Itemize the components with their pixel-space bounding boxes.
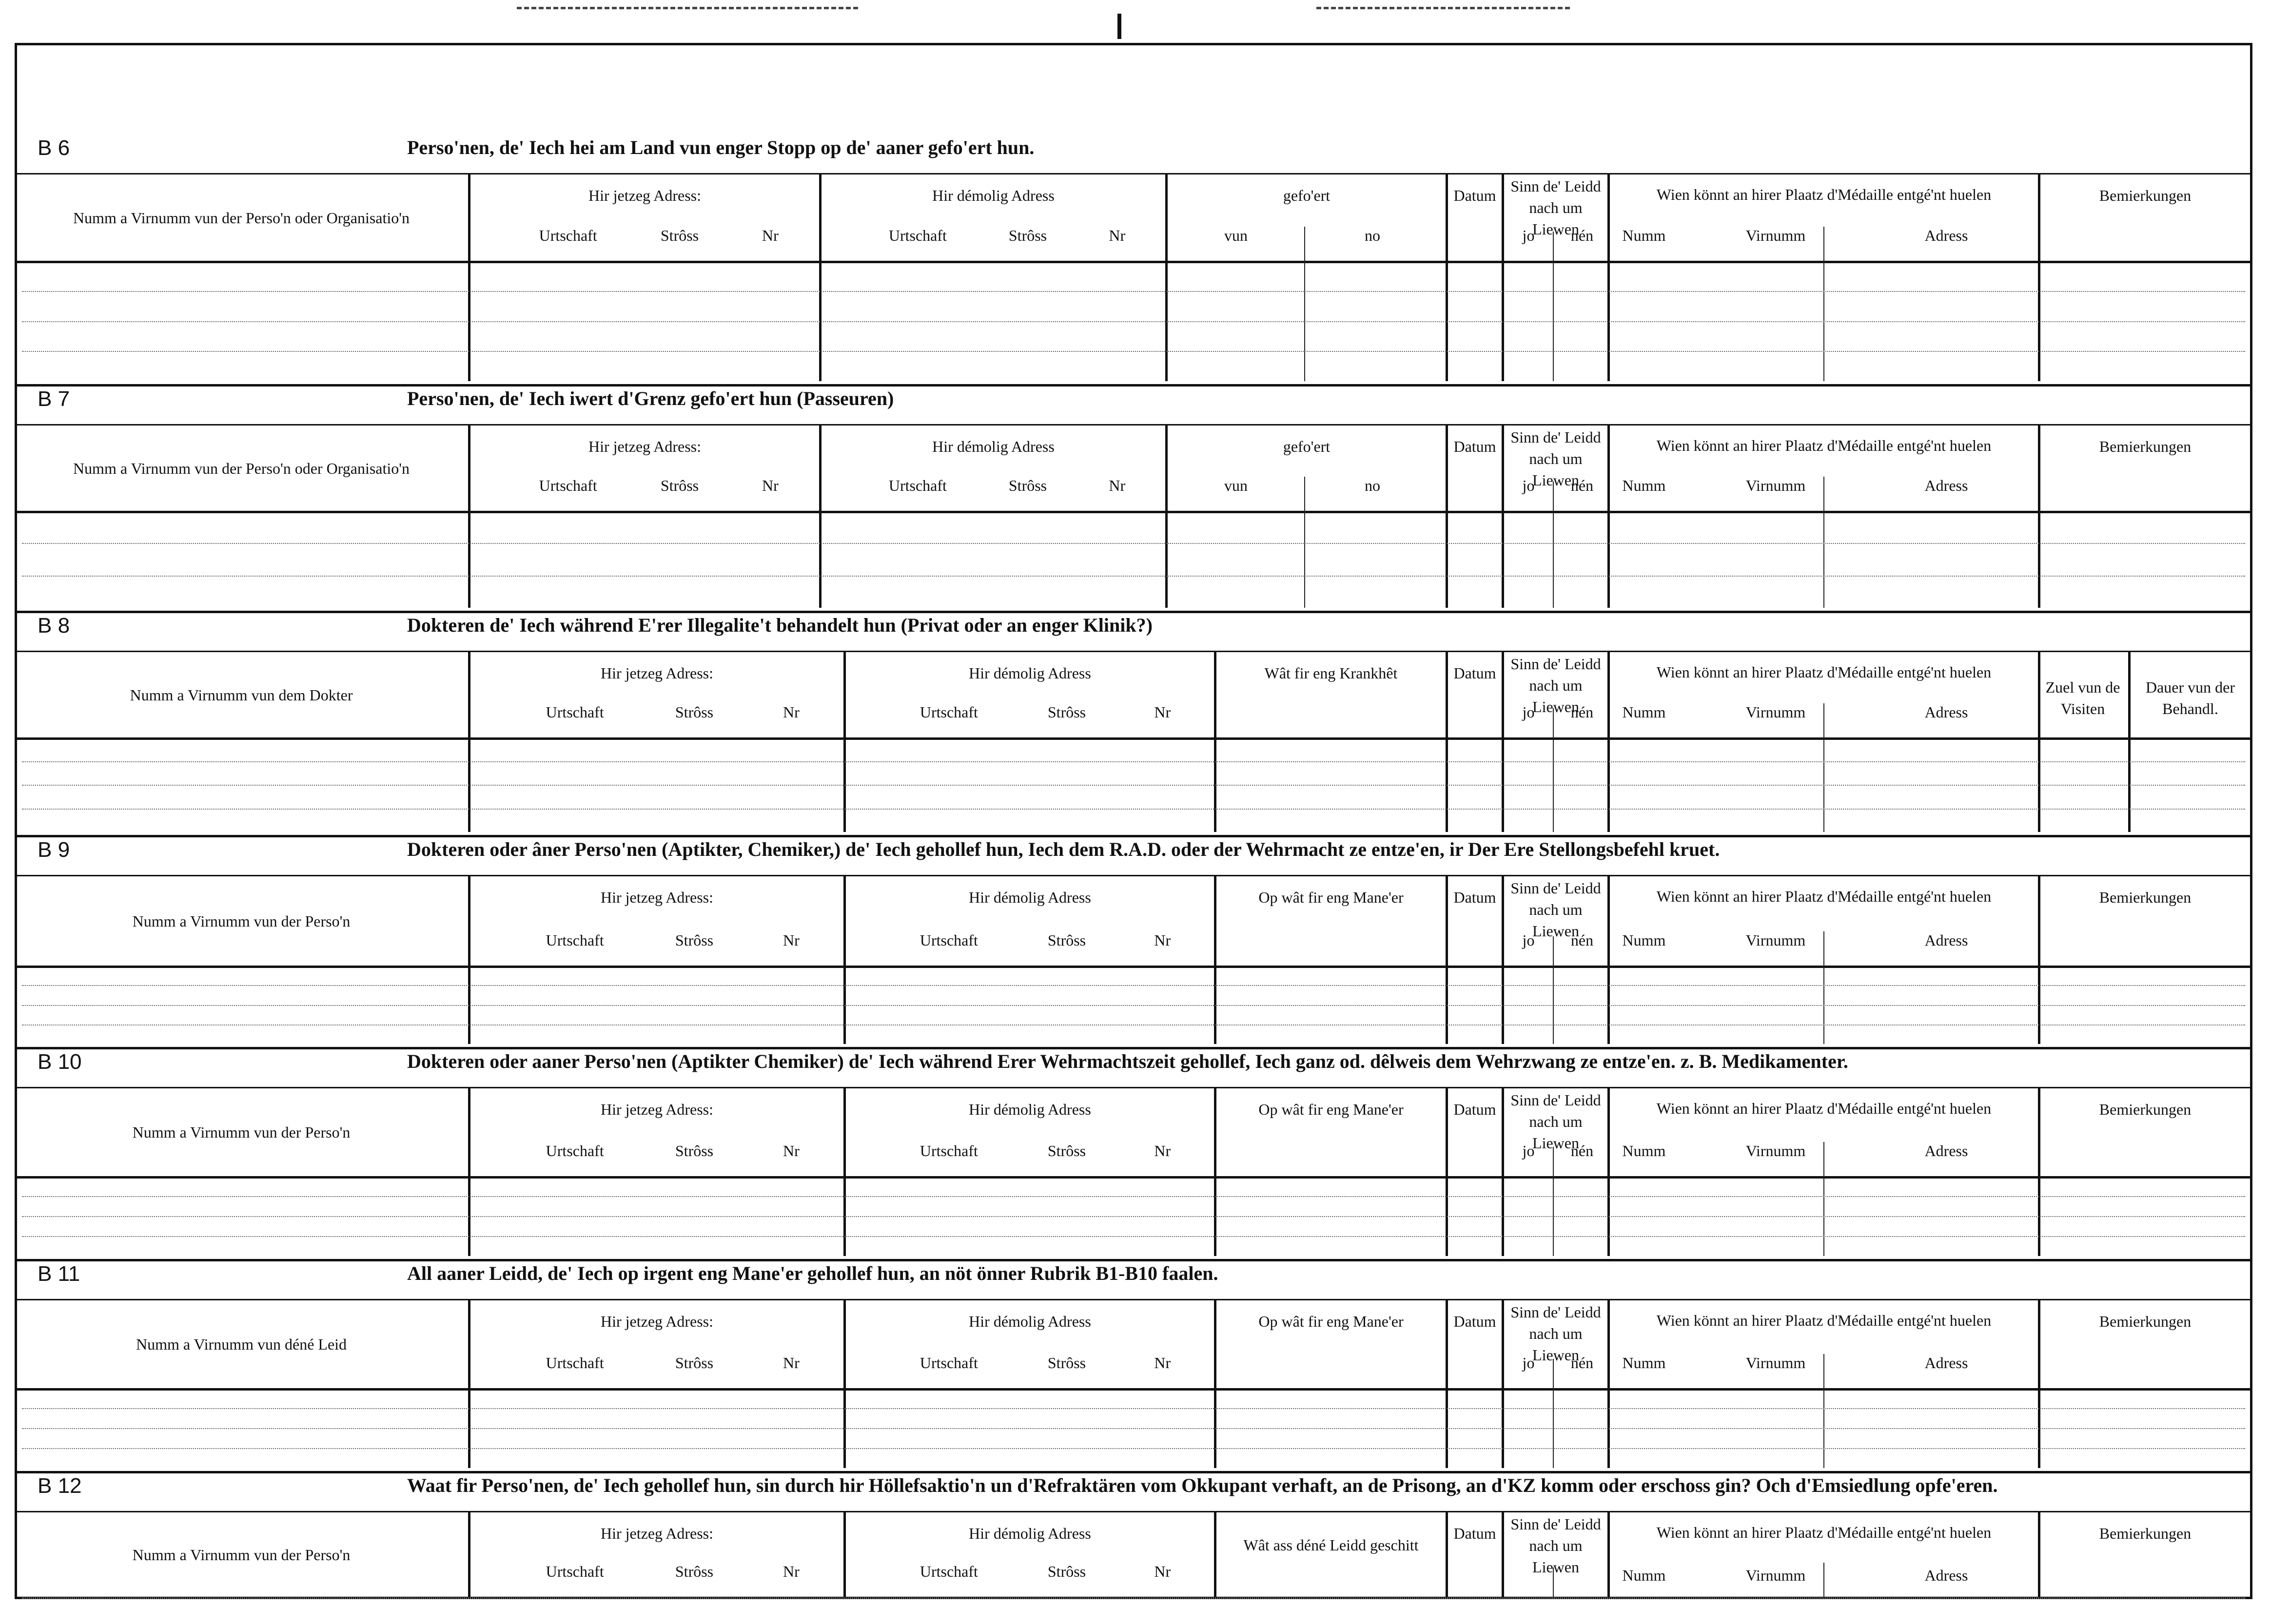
column-rule bbox=[1214, 1512, 1216, 1599]
medal-firstname-subheader: Virnumm bbox=[1745, 477, 1806, 494]
previous-address-header: Hir démolig Adress bbox=[932, 187, 1055, 204]
medal-firstname-subheader: Virnumm bbox=[1745, 1354, 1806, 1372]
column-rule bbox=[1502, 652, 1504, 832]
town-subheader: Urtschaft bbox=[920, 931, 978, 949]
entry-row-line[interactable] bbox=[22, 576, 2245, 577]
town-subheader: Urtschaft bbox=[920, 1563, 978, 1580]
name-column-header: Numm a Virnumm vun der Perso'n oder Organisatio'n bbox=[73, 460, 410, 477]
previous-address-header: Hir démolig Adress bbox=[969, 664, 1091, 682]
medal-recipient-header: Wien könnt an hirer Plaatz d'Médaille entgé'nt huelen bbox=[1656, 1524, 1992, 1541]
alive-header: Sinn de' Leidd nach um Liewen bbox=[1510, 655, 1601, 715]
medal-name-subheader: Numm bbox=[1622, 1142, 1666, 1160]
entry-row-line[interactable] bbox=[22, 543, 2245, 544]
entry-row-line[interactable] bbox=[22, 985, 2245, 986]
town-subheader: Urtschaft bbox=[546, 1142, 604, 1160]
street-subheader: Strôss bbox=[660, 477, 699, 494]
medal-firstname-subheader: Virnumm bbox=[1745, 1142, 1806, 1160]
column-rule bbox=[1607, 425, 1610, 608]
header-rule bbox=[17, 1299, 2250, 1300]
entry-row-line[interactable] bbox=[22, 1216, 2245, 1217]
no-subheader: nén bbox=[1570, 703, 1594, 721]
transport-header: gefo'ert bbox=[1283, 438, 1331, 455]
name-column-header: Numm a Virnumm vun der Perso'n bbox=[132, 1546, 351, 1564]
street-subheader: Strôss bbox=[675, 703, 714, 721]
column-rule bbox=[1165, 174, 1168, 381]
name-column-header: Numm a Virnumm vun dem Dokter bbox=[130, 686, 353, 704]
refractory-questionnaire-form bbox=[15, 43, 2252, 1599]
medal-firstname-subheader: Virnumm bbox=[1745, 227, 1806, 244]
manner-header: Op wât fir eng Mane'er bbox=[1258, 889, 1404, 906]
town-subheader: Urtschaft bbox=[920, 703, 978, 721]
header-bottom-rule bbox=[17, 737, 2250, 740]
town-subheader: Urtschaft bbox=[539, 477, 597, 494]
street-subheader: Strôss bbox=[675, 1563, 714, 1580]
current-address-header: Hir jetzeg Adress: bbox=[600, 1101, 714, 1118]
medal-recipient-header: Wien könnt an hirer Plaatz d'Médaille entgé'nt huelen bbox=[1656, 186, 1992, 203]
section-b11 bbox=[17, 1259, 2250, 1471]
medal-firstname-subheader: Virnumm bbox=[1745, 703, 1806, 721]
header-bottom-rule bbox=[17, 511, 2250, 513]
yes-subheader: jo bbox=[1522, 1354, 1535, 1372]
no-subheader: nén bbox=[1570, 1354, 1594, 1372]
number-subheader: Nr bbox=[783, 931, 800, 949]
column-rule bbox=[1823, 1354, 1824, 1468]
no-subheader: nén bbox=[1570, 477, 1594, 494]
medal-firstname-subheader: Virnumm bbox=[1745, 931, 1806, 949]
medal-address-subheader: Adress bbox=[1924, 1354, 1968, 1372]
header-bottom-rule bbox=[17, 966, 2250, 968]
column-rule bbox=[1214, 652, 1216, 832]
street-subheader: Strôss bbox=[660, 227, 699, 244]
header-rule bbox=[17, 424, 2250, 425]
no-subheader: nén bbox=[1570, 931, 1594, 949]
column-rule bbox=[1553, 482, 1554, 608]
column-rule bbox=[1502, 1512, 1504, 1599]
column-rule bbox=[1607, 1088, 1610, 1256]
section-label: B 7 bbox=[38, 387, 70, 411]
remarks-header: Bemierkungen bbox=[2099, 1101, 2192, 1118]
section-label: B 10 bbox=[38, 1050, 82, 1074]
section-b12 bbox=[17, 1471, 2250, 1602]
section-divider bbox=[17, 1259, 2250, 1261]
number-subheader: Nr bbox=[1109, 227, 1126, 244]
column-rule bbox=[2038, 174, 2040, 381]
section-divider bbox=[17, 611, 2250, 613]
current-address-header: Hir jetzeg Adress: bbox=[588, 187, 702, 204]
town-subheader: Urtschaft bbox=[920, 1354, 978, 1372]
town-subheader: Urtschaft bbox=[888, 227, 947, 244]
previous-address-header: Hir démolig Adress bbox=[969, 1101, 1091, 1118]
no-subheader: nén bbox=[1570, 227, 1594, 244]
street-subheader: Strôss bbox=[675, 1142, 714, 1160]
alive-header: Sinn de' Leidd nach um Liewen bbox=[1510, 1303, 1601, 1364]
column-rule bbox=[1502, 174, 1504, 381]
number-subheader: Nr bbox=[1154, 1142, 1171, 1160]
name-column-header: Numm a Virnumm vun der Perso'n bbox=[132, 912, 351, 930]
medal-address-subheader: Adress bbox=[1924, 1566, 1968, 1584]
entry-row-line[interactable] bbox=[22, 321, 2245, 322]
manner-header: Op wât fir eng Mane'er bbox=[1258, 1313, 1404, 1330]
number-subheader: Nr bbox=[783, 1354, 800, 1372]
header-rule bbox=[17, 173, 2250, 174]
header-rule bbox=[17, 875, 2250, 876]
name-column-header: Numm a Virnumm vun der Perso'n oder Organisatio'n bbox=[73, 209, 410, 227]
remarks-header: Bemierkungen bbox=[2099, 438, 2192, 455]
number-subheader: Nr bbox=[762, 477, 779, 494]
previous-address-header: Hir démolig Adress bbox=[969, 1525, 1091, 1542]
entry-row-line[interactable] bbox=[22, 1428, 2245, 1429]
entry-row-line[interactable] bbox=[22, 761, 2245, 762]
duration-header: Dauer vun der Behandl. bbox=[2145, 678, 2235, 717]
street-subheader: Strôss bbox=[1047, 1142, 1086, 1160]
previous-address-header: Hir démolig Adress bbox=[969, 1313, 1091, 1330]
section-title: Perso'nen, de' Iech hei am Land vun enger Stopp op de' aaner gefo'ert hun. bbox=[407, 136, 1035, 158]
current-address-header: Hir jetzeg Adress: bbox=[600, 1525, 714, 1542]
column-rule bbox=[1607, 876, 1610, 1044]
section-label: B 11 bbox=[38, 1262, 80, 1286]
entry-row-line[interactable] bbox=[22, 1408, 2245, 1409]
town-subheader: Urtschaft bbox=[546, 703, 604, 721]
remarks-header: Bemierkungen bbox=[2099, 1313, 2192, 1330]
medal-recipient-header: Wien könnt an hirer Plaatz d'Médaille entgé'nt huelen bbox=[1656, 437, 1992, 454]
medal-name-subheader: Numm bbox=[1622, 1354, 1666, 1372]
section-b7 bbox=[17, 384, 2250, 611]
column-rule bbox=[1553, 1147, 1554, 1256]
section-label: B 12 bbox=[38, 1474, 82, 1498]
medal-recipient-header: Wien könnt an hirer Plaatz d'Médaille entgé'nt huelen bbox=[1656, 1312, 1992, 1329]
number-subheader: Nr bbox=[1109, 477, 1126, 494]
section-divider bbox=[17, 384, 2250, 387]
section-b9 bbox=[17, 835, 2250, 1047]
column-rule bbox=[1502, 1088, 1504, 1256]
column-rule bbox=[1553, 936, 1554, 1044]
medal-address-subheader: Adress bbox=[1924, 227, 1968, 244]
manner-header: Op wât fir eng Mane'er bbox=[1258, 1101, 1404, 1118]
medal-recipient-header: Wien könnt an hirer Plaatz d'Médaille entgé'nt huelen bbox=[1656, 888, 1992, 905]
section-title: Waat fir Perso'nen, de' Iech gehollef hun, sin durch hir Höllefsaktio'n un d'Refraktären vom Okkupant verhaft, an de Prisong, an d'KZ komm oder erschoss gin? Och d'Emsiedlung opfe'eren. bbox=[407, 1474, 1998, 1496]
entry-row-line[interactable] bbox=[22, 1598, 2245, 1599]
alive-header: Sinn de' Leidd nach um Liewen bbox=[1510, 1515, 1601, 1576]
column-rule bbox=[1553, 232, 1554, 381]
manner-header: Wât fir eng Krankhêt bbox=[1264, 664, 1398, 682]
medal-address-subheader: Adress bbox=[1924, 931, 1968, 949]
column-rule bbox=[1823, 703, 1824, 832]
column-rule bbox=[1214, 876, 1216, 1044]
section-label: B 6 bbox=[38, 136, 70, 160]
column-rule bbox=[1823, 477, 1824, 608]
date-header: Datum bbox=[1453, 187, 1496, 204]
entry-row-line[interactable] bbox=[22, 1005, 2245, 1006]
section-divider bbox=[17, 835, 2250, 837]
column-rule bbox=[819, 174, 822, 381]
medal-recipient-header: Wien könnt an hirer Plaatz d'Médaille entgé'nt huelen bbox=[1656, 1100, 1992, 1117]
alive-header: Sinn de' Leidd nach um Liewen bbox=[1510, 177, 1601, 238]
number-subheader: Nr bbox=[783, 703, 800, 721]
column-rule bbox=[1823, 1563, 1824, 1599]
column-rule bbox=[1214, 1300, 1216, 1468]
column-rule bbox=[1607, 1512, 1610, 1599]
yes-subheader: jo bbox=[1522, 227, 1535, 244]
town-subheader: Urtschaft bbox=[546, 1354, 604, 1372]
entry-row-line[interactable] bbox=[22, 351, 2245, 352]
number-subheader: Nr bbox=[1154, 931, 1171, 949]
column-rule bbox=[1823, 1142, 1824, 1256]
medal-recipient-header: Wien könnt an hirer Plaatz d'Médaille entgé'nt huelen bbox=[1656, 663, 1992, 681]
what-happened-header: Wât ass déné Leidd geschitt bbox=[1243, 1536, 1419, 1554]
number-subheader: Nr bbox=[783, 1563, 800, 1580]
transport-header: gefo'ert bbox=[1283, 187, 1331, 204]
previous-address-header: Hir démolig Adress bbox=[932, 438, 1055, 455]
town-subheader: Urtschaft bbox=[546, 1563, 604, 1580]
entry-row-line[interactable] bbox=[22, 1196, 2245, 1197]
header-bottom-rule bbox=[17, 1176, 2250, 1179]
header-bottom-rule bbox=[17, 261, 2250, 263]
alive-header: Sinn de' Leidd nach um Liewen bbox=[1510, 428, 1601, 489]
column-rule bbox=[1502, 1300, 1504, 1468]
column-rule bbox=[1446, 174, 1448, 381]
street-subheader: Strôss bbox=[1047, 1354, 1086, 1372]
to-subheader: no bbox=[1365, 477, 1380, 494]
section-divider bbox=[17, 1471, 2250, 1473]
column-rule bbox=[1304, 227, 1305, 381]
section-title: Dokteren oder âner Perso'nen (Aptikter, Chemiker,) de' Iech gehollef hun, Iech dem R.A.D. oder der Wehrmacht ze entze'en, ir Der Ere Stellongsbefehl kruet. bbox=[407, 838, 1720, 860]
current-address-header: Hir jetzeg Adress: bbox=[600, 664, 714, 682]
street-subheader: Strôss bbox=[1047, 703, 1086, 721]
column-rule bbox=[1214, 1088, 1216, 1256]
column-rule bbox=[2038, 652, 2040, 832]
column-rule bbox=[1823, 227, 1824, 381]
town-subheader: Urtschaft bbox=[546, 931, 604, 949]
to-subheader: no bbox=[1365, 227, 1380, 244]
header-rule bbox=[17, 651, 2250, 652]
header-rule bbox=[17, 1511, 2250, 1512]
section-title: Perso'nen, de' Iech iwert d'Grenz gefo'ert hun (Passeuren) bbox=[407, 387, 894, 409]
visits-header: Zuel vun de Visiten bbox=[2045, 678, 2120, 717]
section-title: All aaner Leidd, de' Iech op irgent eng Mane'er gehollef hun, an nöt önner Rubrik B1-B10 faalen. bbox=[407, 1262, 1218, 1284]
section-title: Dokteren oder aaner Perso'nen (Aptikter Chemiker) de' Iech während Erer Wehrmachtszeit gehollef, Iech ganz od. dêlweis dem Wehrzwang ze entze'en. z. B. Medikamenter. bbox=[407, 1050, 1848, 1072]
medal-name-subheader: Numm bbox=[1622, 703, 1666, 721]
date-header: Datum bbox=[1453, 1313, 1496, 1330]
remarks-header: Bemierkungen bbox=[2099, 1525, 2192, 1542]
column-rule bbox=[1553, 708, 1554, 832]
column-rule bbox=[1607, 174, 1610, 381]
number-subheader: Nr bbox=[1154, 1354, 1171, 1372]
header-rule bbox=[17, 1087, 2250, 1088]
remarks-header: Bemierkungen bbox=[2099, 889, 2192, 906]
current-address-header: Hir jetzeg Adress: bbox=[600, 1313, 714, 1330]
section-label: B 9 bbox=[38, 838, 70, 862]
yes-subheader: jo bbox=[1522, 1142, 1535, 1160]
entry-row-line[interactable] bbox=[22, 1448, 2245, 1449]
current-address-header: Hir jetzeg Adress: bbox=[600, 889, 714, 906]
street-subheader: Strôss bbox=[675, 1354, 714, 1372]
from-subheader: vun bbox=[1224, 227, 1248, 244]
street-subheader: Strôss bbox=[675, 931, 714, 949]
column-rule bbox=[1304, 477, 1305, 608]
medal-name-subheader: Numm bbox=[1622, 227, 1666, 244]
column-rule bbox=[1823, 931, 1824, 1044]
street-subheader: Strôss bbox=[1047, 931, 1086, 949]
medal-name-subheader: Numm bbox=[1622, 1566, 1666, 1584]
medal-address-subheader: Adress bbox=[1924, 477, 1968, 494]
no-subheader: nén bbox=[1570, 1142, 1594, 1160]
from-subheader: vun bbox=[1224, 477, 1248, 494]
date-header: Datum bbox=[1453, 438, 1496, 455]
section-label: B 8 bbox=[38, 614, 70, 638]
top-edge-mark bbox=[1316, 7, 1570, 9]
column-rule bbox=[1553, 1359, 1554, 1468]
section-b6 bbox=[17, 133, 2250, 384]
town-subheader: Urtschaft bbox=[888, 477, 947, 494]
header-bottom-rule bbox=[17, 1388, 2250, 1391]
current-address-header: Hir jetzeg Adress: bbox=[588, 438, 702, 455]
number-subheader: Nr bbox=[783, 1142, 800, 1160]
town-subheader: Urtschaft bbox=[920, 1142, 978, 1160]
date-header: Datum bbox=[1453, 1525, 1496, 1542]
yes-subheader: jo bbox=[1522, 477, 1535, 494]
date-header: Datum bbox=[1453, 664, 1496, 682]
entry-row-line[interactable] bbox=[22, 785, 2245, 786]
entry-row-line[interactable] bbox=[22, 291, 2245, 292]
entry-row-line[interactable] bbox=[22, 1236, 2245, 1237]
section-divider bbox=[17, 1047, 2250, 1049]
number-subheader: Nr bbox=[1154, 703, 1171, 721]
date-header: Datum bbox=[1453, 1101, 1496, 1118]
alive-header: Sinn de' Leidd nach um Liewen bbox=[1510, 879, 1601, 940]
medal-name-subheader: Numm bbox=[1622, 477, 1666, 494]
medal-firstname-subheader: Virnumm bbox=[1745, 1566, 1806, 1584]
section-b10 bbox=[17, 1047, 2250, 1259]
top-edge-mark bbox=[517, 7, 858, 9]
entry-row-line[interactable] bbox=[22, 809, 2245, 810]
alive-header: Sinn de' Leidd nach um Liewen bbox=[1510, 1091, 1601, 1152]
medal-name-subheader: Numm bbox=[1622, 931, 1666, 949]
yes-subheader: jo bbox=[1522, 703, 1535, 721]
column-rule bbox=[1502, 876, 1504, 1044]
town-subheader: Urtschaft bbox=[539, 227, 597, 244]
street-subheader: Strôss bbox=[1047, 1563, 1086, 1580]
remarks-header: Bemierkungen bbox=[2099, 187, 2192, 204]
name-column-header: Numm a Virnumm vun der Perso'n bbox=[132, 1123, 351, 1141]
previous-address-header: Hir démolig Adress bbox=[969, 889, 1091, 906]
street-subheader: Strôss bbox=[1008, 227, 1047, 244]
column-rule bbox=[2128, 652, 2131, 832]
registration-mark bbox=[1117, 14, 1121, 39]
column-rule bbox=[1502, 425, 1504, 608]
number-subheader: Nr bbox=[762, 227, 779, 244]
column-rule bbox=[468, 174, 470, 381]
section-b8 bbox=[17, 611, 2250, 835]
column-rule bbox=[1607, 1300, 1610, 1468]
medal-address-subheader: Adress bbox=[1924, 703, 1968, 721]
yes-subheader: jo bbox=[1522, 931, 1535, 949]
street-subheader: Strôss bbox=[1008, 477, 1047, 494]
section-title: Dokteren de' Iech während E'rer Illegalite't behandelt hun (Privat oder an enger Klinik?) bbox=[407, 614, 1153, 636]
number-subheader: Nr bbox=[1154, 1563, 1171, 1580]
column-rule bbox=[1607, 652, 1610, 832]
medal-address-subheader: Adress bbox=[1924, 1142, 1968, 1160]
name-column-header: Numm a Virnumm vun déné Leid bbox=[136, 1335, 347, 1353]
date-header: Datum bbox=[1453, 889, 1496, 906]
